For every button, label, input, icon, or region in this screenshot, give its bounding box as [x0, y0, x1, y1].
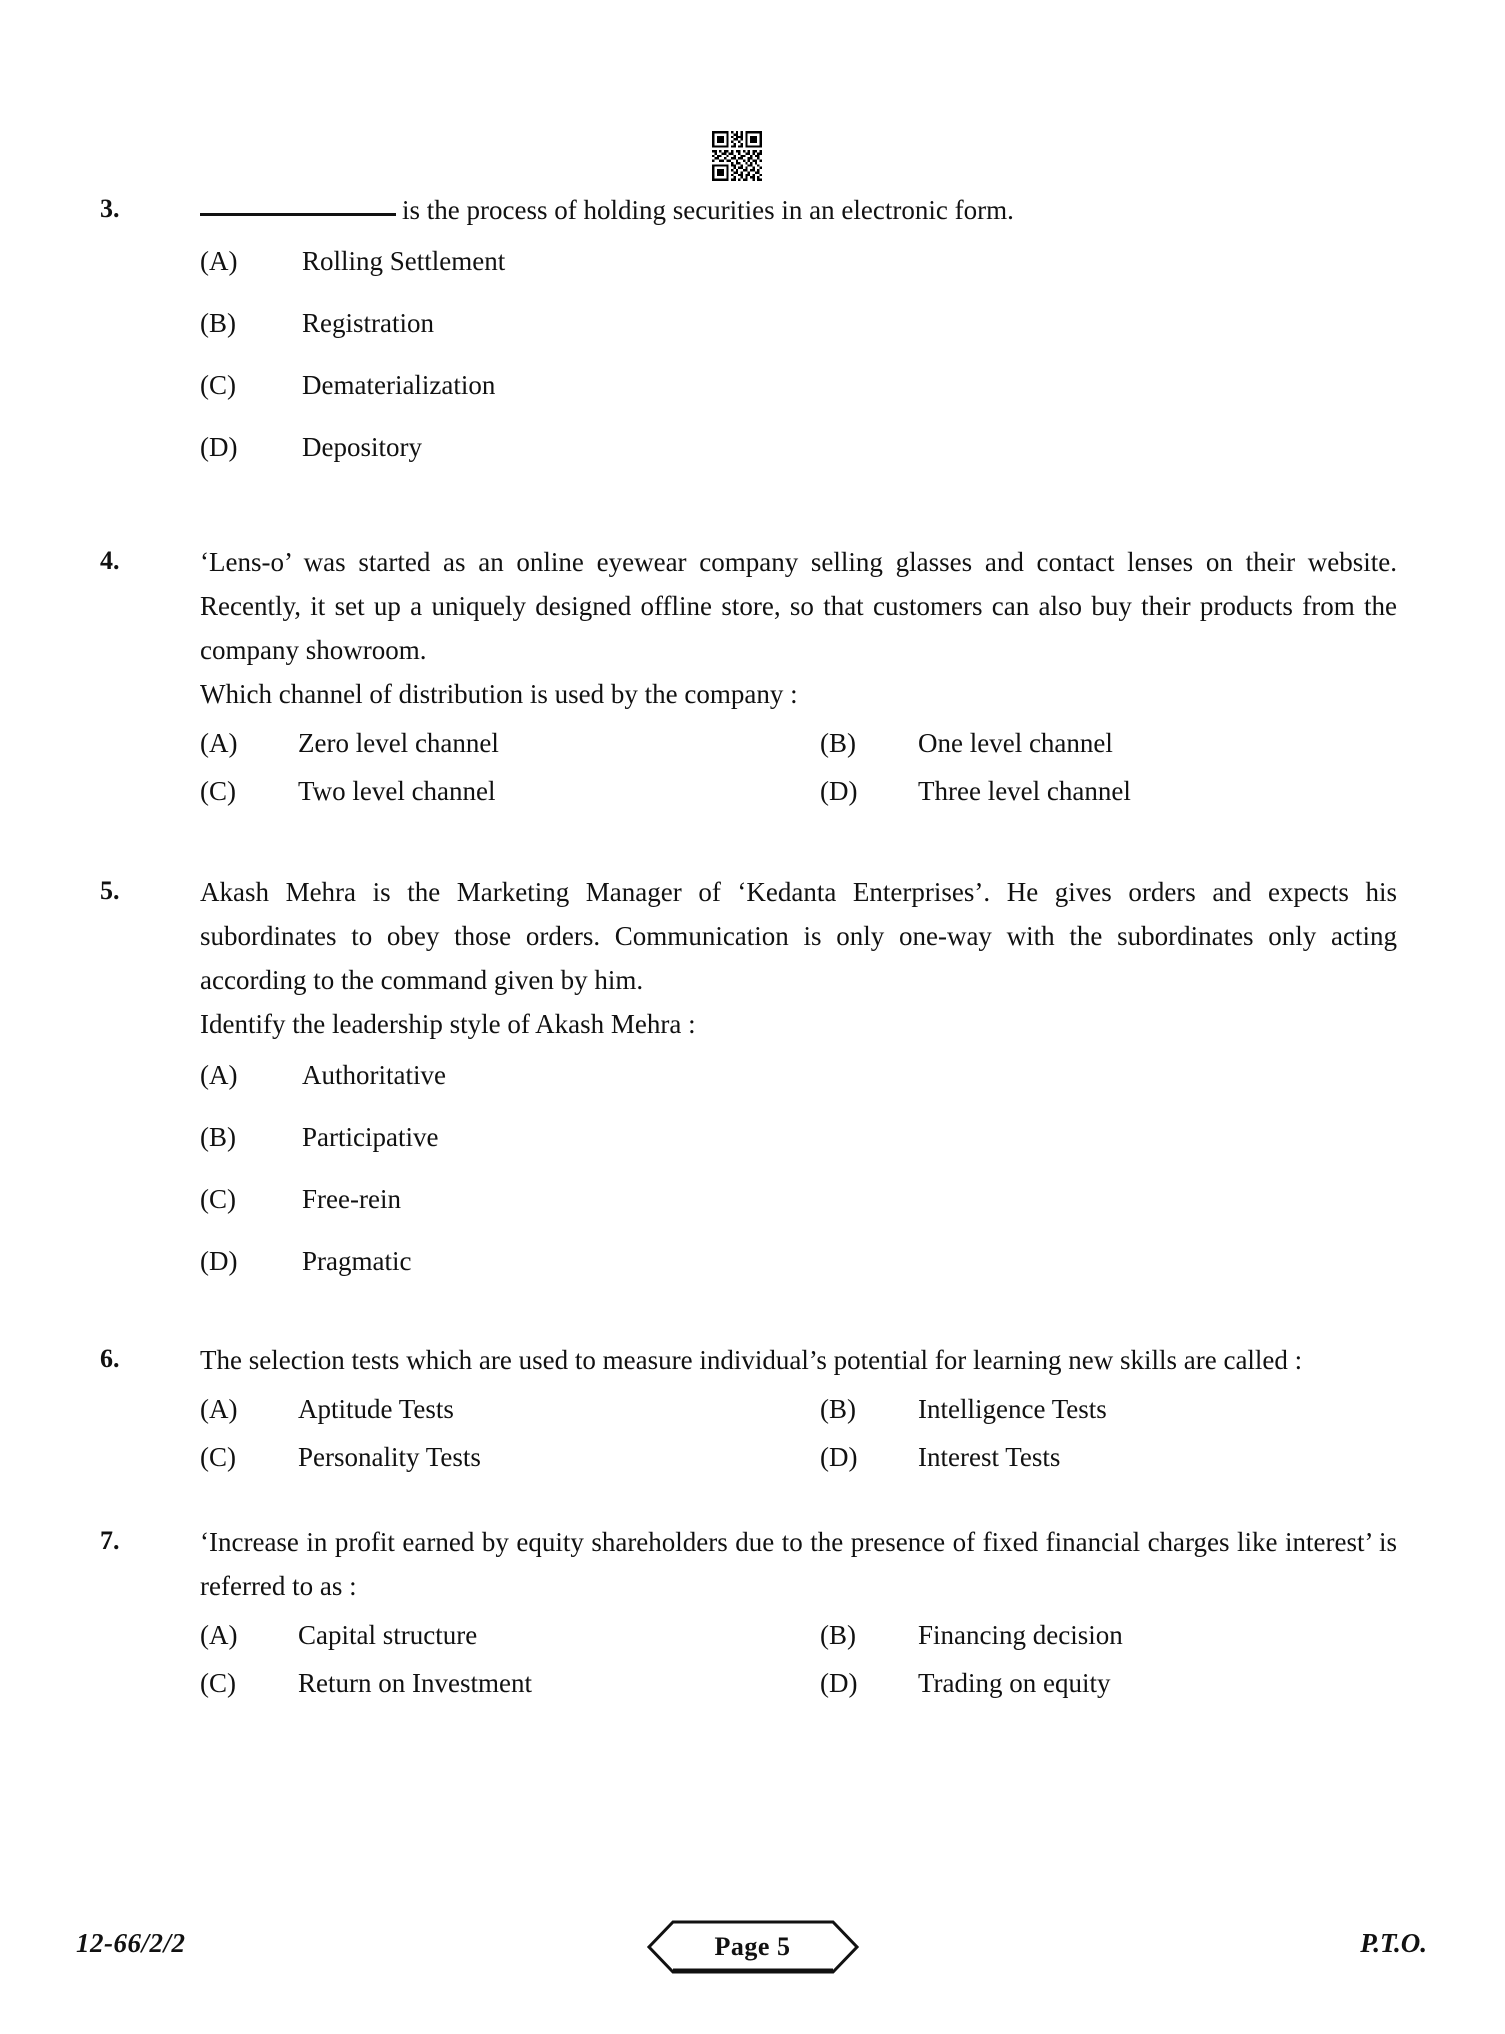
- question-subprompt: Identify the leadership style of Akash Mehra :: [200, 1009, 696, 1039]
- pto-label: P.T.O.: [1360, 1928, 1427, 1958]
- option-c[interactable]: [200, 1184, 1397, 1246]
- spacer: [0, 1490, 1505, 1520]
- option-c[interactable]: [200, 776, 820, 807]
- option-text: Two level channel: [298, 776, 496, 806]
- option-label: (C): [200, 1442, 236, 1472]
- option-text: Financing decision: [918, 1620, 1123, 1650]
- option-text: Participative: [302, 1122, 439, 1152]
- option-d[interactable]: [820, 776, 1380, 807]
- option-text: Rolling Settlement: [302, 246, 506, 276]
- option-text: Trading on equity: [918, 1668, 1111, 1698]
- option-label: (C): [200, 1184, 236, 1214]
- question-6: [0, 1338, 1505, 1490]
- option-d[interactable]: [200, 1246, 1397, 1308]
- options-row: [200, 776, 1397, 824]
- question-stem: The selection tests which are used to measure individual’s potential for learning new skills are called :: [200, 1345, 1303, 1375]
- question-stem-text: is the process of holding securities in an electronic form.: [402, 195, 1014, 225]
- question-stem: ‘Lens-o’ was started as an online eyewear company selling glasses and contact lenses on their website. Recently, it set up a uniquely designed offline store, so that customers can also buy their products from the company showroom.: [200, 547, 1397, 665]
- option-label: (D): [200, 432, 238, 462]
- option-c[interactable]: [200, 1668, 820, 1699]
- options-list: [200, 1394, 1397, 1490]
- option-text: Zero level channel: [298, 728, 499, 758]
- option-text: Authoritative: [302, 1060, 446, 1090]
- page-number-label: Page 5: [714, 1932, 791, 1961]
- option-text: Interest Tests: [918, 1442, 1061, 1472]
- option-d[interactable]: [200, 432, 1397, 494]
- options-list: [200, 246, 1397, 494]
- option-text: Pragmatic: [302, 1246, 412, 1276]
- spacer: [0, 1308, 1505, 1338]
- option-label: (D): [820, 1668, 858, 1698]
- option-label: (D): [200, 1246, 238, 1276]
- option-text: Dematerialization: [302, 370, 496, 400]
- options-row: [200, 728, 1397, 776]
- paper-code: 12-66/2/2: [76, 1928, 186, 1958]
- option-text: Depository: [302, 432, 422, 462]
- option-c[interactable]: [200, 370, 1397, 432]
- option-text: One level channel: [918, 728, 1113, 758]
- option-label: (A): [200, 1394, 238, 1424]
- question-stem: [200, 188, 1397, 232]
- options-row: [200, 1394, 1397, 1442]
- question-3: [0, 188, 1505, 494]
- fill-in-blank: [200, 213, 396, 216]
- option-text: Personality Tests: [298, 1442, 481, 1472]
- page-footer: [0, 1920, 1505, 1976]
- question-4: [0, 540, 1505, 824]
- option-label: (A): [200, 728, 238, 758]
- question-number: 5.: [100, 876, 120, 905]
- option-a[interactable]: [200, 728, 820, 759]
- spacer: [0, 824, 1505, 870]
- options-row: [200, 1442, 1397, 1490]
- option-d[interactable]: [820, 1668, 1380, 1699]
- option-label: (A): [200, 1620, 238, 1650]
- question-stem: ‘Increase in profit earned by equity shareholders due to the presence of fixed financial charges like interest’ is referred to as :: [200, 1527, 1397, 1601]
- option-a[interactable]: [200, 1394, 820, 1425]
- question-subprompt: Which channel of distribution is used by the company :: [200, 679, 798, 709]
- question-number: 7.: [100, 1526, 120, 1555]
- option-label: (B): [200, 1122, 236, 1152]
- option-b[interactable]: [820, 1394, 1380, 1425]
- option-label: (C): [200, 1668, 236, 1698]
- option-c[interactable]: [200, 1442, 820, 1473]
- option-a[interactable]: [200, 1060, 1397, 1122]
- option-b[interactable]: [200, 308, 1397, 370]
- option-text: Registration: [302, 308, 434, 338]
- options-list: [200, 1620, 1397, 1716]
- question-stem: Akash Mehra is the Marketing Manager of ‘Kedanta Enterprises’. He gives orders and expects his subordinates to obey those orders. Communication is only one-way with the subordinates only acting according to the command given by him.: [200, 877, 1397, 995]
- option-label: (A): [200, 1060, 238, 1090]
- option-b[interactable]: [820, 1620, 1380, 1651]
- option-d[interactable]: [820, 1442, 1380, 1473]
- options-row: [200, 1668, 1397, 1716]
- question-7: [0, 1520, 1505, 1716]
- option-label: (A): [200, 246, 238, 276]
- option-label: (C): [200, 370, 236, 400]
- option-label: (B): [820, 728, 856, 758]
- option-label: (D): [820, 776, 858, 806]
- questions-container: [0, 188, 1505, 1716]
- option-a[interactable]: [200, 246, 1397, 308]
- spacer: [0, 494, 1505, 540]
- question-number: 6.: [100, 1344, 120, 1373]
- options-row: [200, 1620, 1397, 1668]
- option-b[interactable]: [200, 1122, 1397, 1184]
- qr-code-icon: [711, 131, 763, 181]
- question-5: [0, 870, 1505, 1308]
- option-label: (D): [820, 1442, 858, 1472]
- option-text: Aptitude Tests: [298, 1394, 454, 1424]
- options-list: [200, 1060, 1397, 1308]
- option-text: Intelligence Tests: [918, 1394, 1107, 1424]
- option-a[interactable]: [200, 1620, 820, 1651]
- page-number-badge: [647, 1920, 859, 1974]
- option-text: Return on Investment: [298, 1668, 532, 1698]
- question-number: 3.: [100, 194, 120, 223]
- option-label: (C): [200, 776, 236, 806]
- question-number: 4.: [100, 546, 120, 575]
- options-list: [200, 728, 1397, 824]
- option-label: (B): [820, 1394, 856, 1424]
- option-text: Capital structure: [298, 1620, 478, 1650]
- option-b[interactable]: [820, 728, 1380, 759]
- option-text: Free-rein: [302, 1184, 401, 1214]
- option-label: (B): [820, 1620, 856, 1650]
- option-text: Three level channel: [918, 776, 1131, 806]
- option-label: (B): [200, 308, 236, 338]
